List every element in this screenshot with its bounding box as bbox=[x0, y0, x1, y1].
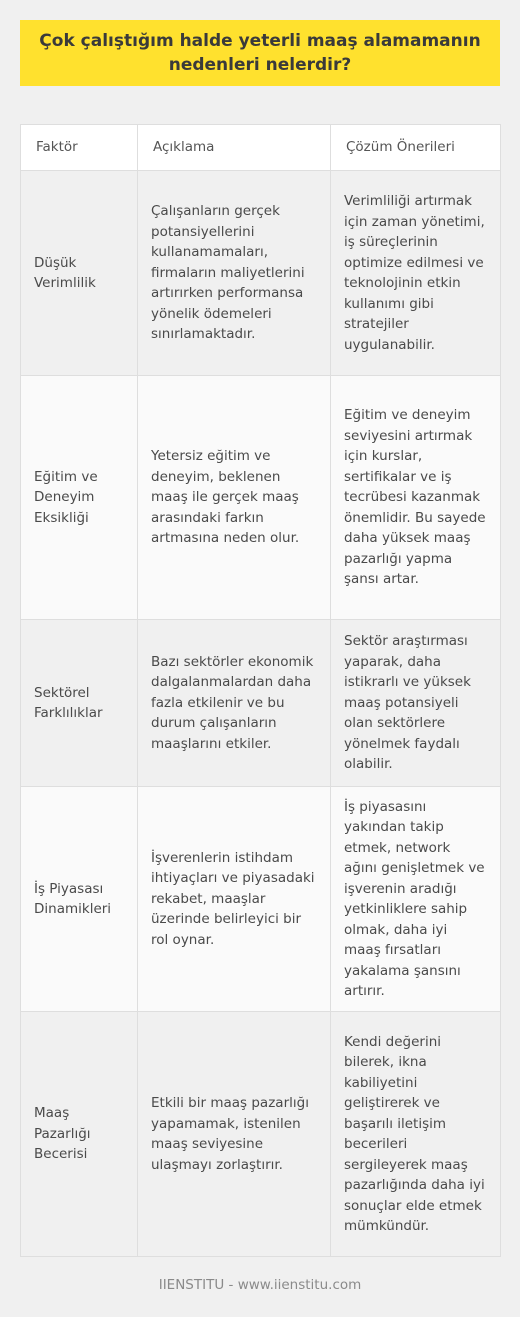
solution-cell: Sektör araştırması yaparak, daha istikrarlı ve yüksek maaş potansiyeli olan sektörlere yönelmek faydalı olabilir. bbox=[331, 620, 501, 787]
factor-cell: Eğitim ve Deneyim Eksikliği bbox=[21, 376, 138, 620]
solution-cell: İş piyasasını yakından takip etmek, network ağını genişletmek ve işverenin aradığı yetkinliklere sahip olmak, daha iyi maaş fırsatları yakalama şansını artırır. bbox=[331, 787, 501, 1012]
table-row bbox=[21, 1012, 501, 1257]
footer-credit: IIENSTITU - www.iienstitu.com bbox=[158, 1277, 362, 1293]
comparison-table bbox=[20, 124, 501, 1257]
table-row bbox=[21, 620, 501, 787]
description-cell: Etkili bir maaş pazarlığı yapamamak, istenilen maaş seviyesine ulaşmayı zorlaştırır. bbox=[138, 1012, 331, 1257]
description-cell: Bazı sektörler ekonomik dalgalanmalardan daha fazla etkilenir ve bu durum çalışanların maaşlarını etkiler. bbox=[138, 620, 331, 787]
page-title: Çok çalıştığım halde yeterli maaş alamamanın nedenleri nelerdir? bbox=[39, 31, 481, 75]
solution-cell: Eğitim ve deneyim seviyesini artırmak için kurslar, sertifikalar ve iş tecrübesi kazanmak önemlidir. Bu sayede daha yüksek maaş pazarlığı yapma şansı artar. bbox=[331, 376, 501, 620]
header-solutions: Çözüm Önerileri bbox=[331, 125, 501, 171]
factor-cell: Düşük Verimlilik bbox=[21, 171, 138, 376]
table-row bbox=[21, 787, 501, 1012]
table-row bbox=[21, 171, 501, 376]
factor-cell: Maaş Pazarlığı Becerisi bbox=[21, 1012, 138, 1257]
solution-cell: Verimliliği artırmak için zaman yönetimi, iş süreçlerinin optimize edilmesi ve teknolojinin etkin kullanımı gibi stratejiler uygulanabilir. bbox=[331, 171, 501, 376]
description-cell: Çalışanların gerçek potansiyellerini kullanamamaları, firmaların maliyetlerini artırırken performansa yönelik ödemeleri sınırlamaktadır. bbox=[138, 171, 331, 376]
header-description: Açıklama bbox=[138, 125, 331, 171]
title-banner bbox=[20, 20, 500, 86]
description-cell: Yetersiz eğitim ve deneyim, beklenen maaş ile gerçek maaş arasındaki farkın artmasına neden olur. bbox=[138, 376, 331, 620]
header-factor: Faktör bbox=[21, 125, 138, 171]
solution-cell: Kendi değerini bilerek, ikna kabiliyetini geliştirerek ve başarılı iletişim becerileri sergileyerek maaş pazarlığında daha iyi sonuçlar elde etmek mümkündür. bbox=[331, 1012, 501, 1257]
factor-cell: İş Piyasası Dinamikleri bbox=[21, 787, 138, 1012]
description-cell: İşverenlerin istihdam ihtiyaçları ve piyasadaki rekabet, maaşlar üzerinde belirleyici bir rol oynar. bbox=[138, 787, 331, 1012]
table-header-row bbox=[21, 125, 501, 171]
table-row bbox=[21, 376, 501, 620]
factor-cell: Sektörel Farklılıklar bbox=[21, 620, 138, 787]
